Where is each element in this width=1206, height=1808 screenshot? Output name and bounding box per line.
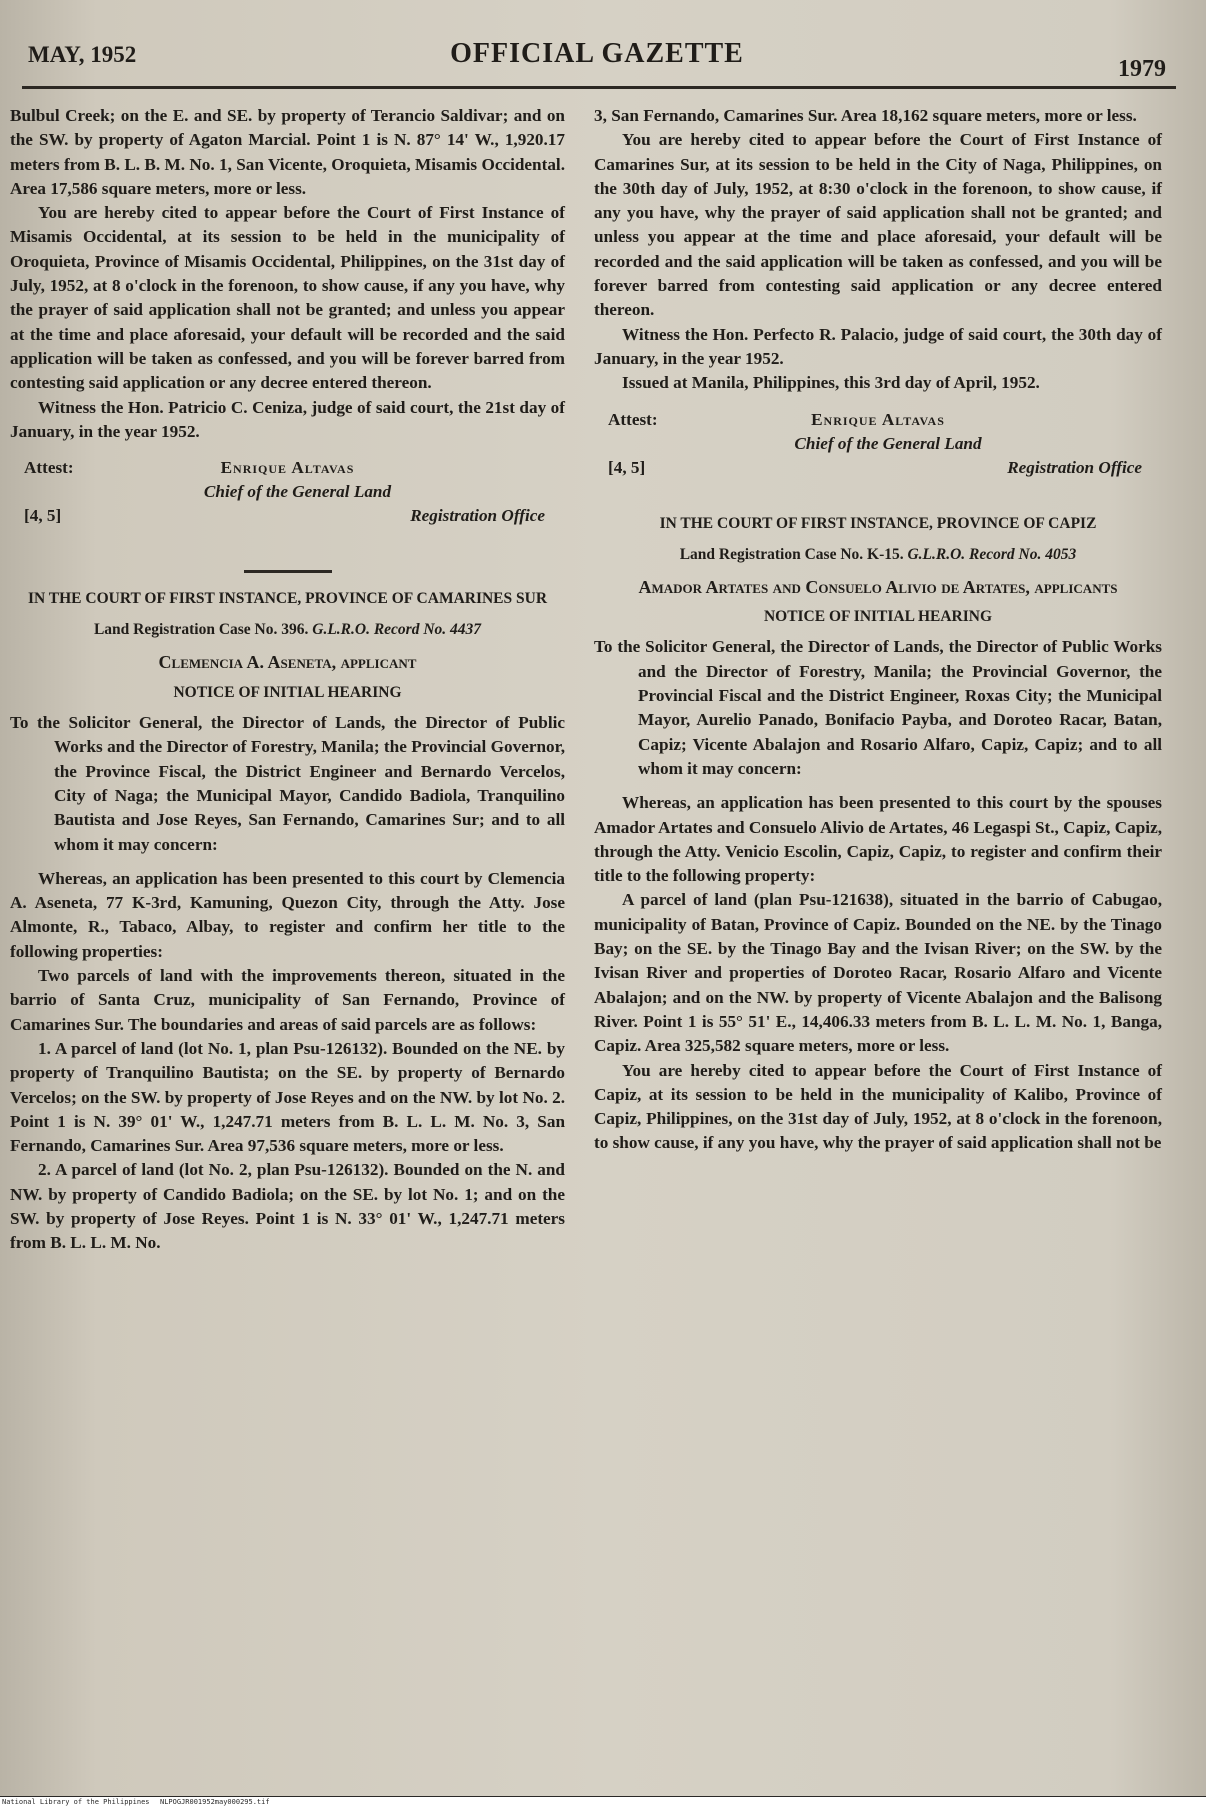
attest-ref: [4, 5] (24, 506, 62, 526)
header-rule (22, 86, 1176, 89)
attest-office: Registration Office (1007, 457, 1142, 477)
paragraph: You are hereby cited to appear before the Court of First Instance of Capiz, at its session to be held in the municipality of Kalibo, Province of Capiz, Philippines, on the 31st day of July, 1952, at 8 o'clock in the forenoon, to show cause, if any you have, why the prayer of said application shall not be (594, 1060, 1162, 1153)
case-line (594, 543, 1162, 567)
section-divider (244, 570, 332, 573)
attest-label: Attest: (608, 409, 658, 429)
page-header (18, 36, 1176, 80)
paragraph: You are hereby cited to appear before the Court of First Instance of Misamis Occidental, at its session to be held in the municipality of Oroquieta, Province of Misamis Occidental, Philippines, on the 31st day of July, 1952, at 8 o'clock in the forenoon, to show cause, if any you have, why the prayer of said application shall not be granted; and unless you appear at the time and place aforesaid, your default will be recorded and the said application will be taken as confessed, and you will be forever barred from contesting said application or any decree entered thereon. (10, 203, 565, 393)
attest-block (10, 456, 565, 556)
footer-filename: NLPOGJR001952may000295.tif (160, 1798, 270, 1806)
footer-library: National Library of the Philippines (2, 1798, 150, 1806)
right-column (594, 104, 1162, 1156)
paragraph: Whereas, an application has been presented to this court by Clemencia A. Aseneta, 77 K-3rd, Kamuning, Quezon City, through the Atty. Jose Almonte, R., Tabaco, Albay, to register and confirm her title to the following properties: (10, 868, 565, 961)
case-number: Land Registration Case No. 396. (93, 621, 309, 639)
paragraph: Bulbul Creek; on the E. and SE. by property of Terancio Saldivar; and on the SW. by property of Agaton Marcial. Point 1 is N. 87° 14' W., 1,920.17 meters from B. L. B. M. No. 1, San Vicente, Oroquieta, Misamis Occidental. Area 17,586 square meters, more or less. (10, 106, 565, 198)
case-line (10, 618, 565, 642)
applicant-line: Clemencia A. Aseneta, applicant (158, 652, 417, 673)
scan-footer (0, 1797, 1206, 1808)
address-paragraph: To the Solicitor General, the Director of Lands, the Director of Public Works and the Director of Forestry, Manila; the Provincial Governor, the Provincial Fiscal and the District Engineer, Roxas City; the Municipal Mayor, Aurelio Panado, Bonifacio Payba, and Doroteo Racar, Batan, Capiz; Vicente Abalajon and Rosario Alfaro, Capiz, Capiz; and to all whom it may concern: (594, 637, 1162, 778)
paragraph: 1. A parcel of land (lot No. 1, plan Psu-126132). Bounded on the NE. by property of Tranquilino Bautista; on the SE. by property of Bernardo Vercelos; on the SW. by property of Jose Reyes and on the NW. by lot No. 2. Point 1 is N. 39° 01' W., 1,247.71 meters from B. L. L. M. No. 3, San Fernando, Camarines Sur. Area 97,536 square meters, more or less. (10, 1038, 565, 1156)
applicant-line: Amador Artates and Consuelo Alivio de Artates, applicants (638, 576, 1118, 597)
paragraph: 2. A parcel of land (lot No. 2, plan Psu-126132). Bounded on the N. and NW. by property of Candido Badiola; on the SE. by lot No. 1; and on the SW. by property of Jose Reyes. Point 1 is N. 33° 01' W., 1,247.71 meters from B. L. L. M. No. (10, 1160, 565, 1253)
attest-block (594, 408, 1162, 508)
court-heading: IN THE COURT OF FIRST INSTANCE, PROVINCE OF CAMARINES SUR (27, 590, 548, 608)
header-page-number: 1979 (1118, 56, 1166, 82)
record-number: G.L.R.O. Record No. 4437 (312, 621, 482, 639)
case-number: Land Registration Case No. K-15. (679, 545, 904, 563)
attest-title: Chief of the General Land (203, 482, 392, 502)
header-date: MAY, 1952 (28, 42, 137, 67)
left-column (10, 104, 565, 1256)
address-paragraph: To the Solicitor General, the Director of Lands, the Director of Public Works and the Director of Forestry, Manila; the Provincial Governor, the Province Fiscal, the District Engineer and Bernardo Vercelos, City of Naga; the Municipal Mayor, Candido Badiola, Tranquilino Bautista and Jose Reyes, San Fernando, Camarines Sur; and to all whom it may concern: (10, 713, 565, 854)
paragraph: 3, San Fernando, Camarines Sur. Area 18,162 square meters, more or less. (594, 106, 1137, 125)
attest-name: Enrique Altavas (811, 409, 945, 429)
court-heading: IN THE COURT OF FIRST INSTANCE, PROVINCE OF CAPIZ (659, 514, 1097, 532)
paragraph: Witness the Hon. Patricio C. Ceniza, judge of said court, the 21st day of January, in the year 1952. (10, 397, 565, 441)
paragraph: Issued at Manila, Philippines, this 3rd day of April, 1952. (622, 373, 1040, 393)
attest-ref: [4, 5] (608, 457, 646, 477)
header-title: OFFICIAL GAZETTE (450, 38, 744, 69)
paragraph: A parcel of land (plan Psu-121638), situated in the barrio of Cabugao, municipality of Batan, Province of Capiz. Bounded on the NE. by the Tinago Bay; on the SE. by the Tinago Bay and the Ivisan River; on the SW. by the Ivisan River and properties of Doroteo Racar, Rosario Alfaro and Vicente Abalajon; and on the NW. by property of Vicente Abalajon and the Balisong River. Point 1 is 55° 51' E., 14,406.33 meters from B. L. L. M. No. 1, Banga, Capiz. Area 325,582 square meters, more or less. (594, 890, 1162, 1056)
paragraph: You are hereby cited to appear before the Court of First Instance of Camarines Sur, at its session to be held in the City of Naga, Philippines, on the 30th day of July, 1952, at 8:30 o'clock in the forenoon, to show cause, if any you have, why the prayer of said application shall not be granted; and unless you appear at the time and place aforesaid, your default will be recorded and the said application will be taken as confessed, and you will be forever barred from contesting said application or any decree entered thereon. (594, 130, 1162, 320)
paragraph: Whereas, an application has been presented to this court by the spouses Amador Artates and Consuelo Alivio de Artates, 46 Legaspi St., Capiz, Capiz, through the Atty. Venicio Escolin, Capiz, Capiz, to register and confirm their title to the following property: (594, 793, 1162, 886)
paragraph: Two parcels of land with the improvements thereon, situated in the barrio of Santa Cruz, municipality of San Fernando, Province of Camarines Sur. The boundaries and areas of said parcels are as follows: (10, 966, 565, 1034)
notice-heading: NOTICE OF INITIAL HEARING (763, 608, 993, 626)
attest-title: Chief of the General Land (794, 433, 982, 453)
attest-label: Attest: (24, 458, 74, 478)
attest-name: Enrique Altavas (220, 458, 355, 478)
attest-office: Registration Office (410, 506, 545, 526)
record-number: G.L.R.O. Record No. 4053 (907, 545, 1077, 563)
paragraph: Witness the Hon. Perfecto R. Palacio, judge of said court, the 30th day of January, in the year 1952. (594, 324, 1162, 368)
notice-heading: NOTICE OF INITIAL HEARING (173, 683, 402, 701)
